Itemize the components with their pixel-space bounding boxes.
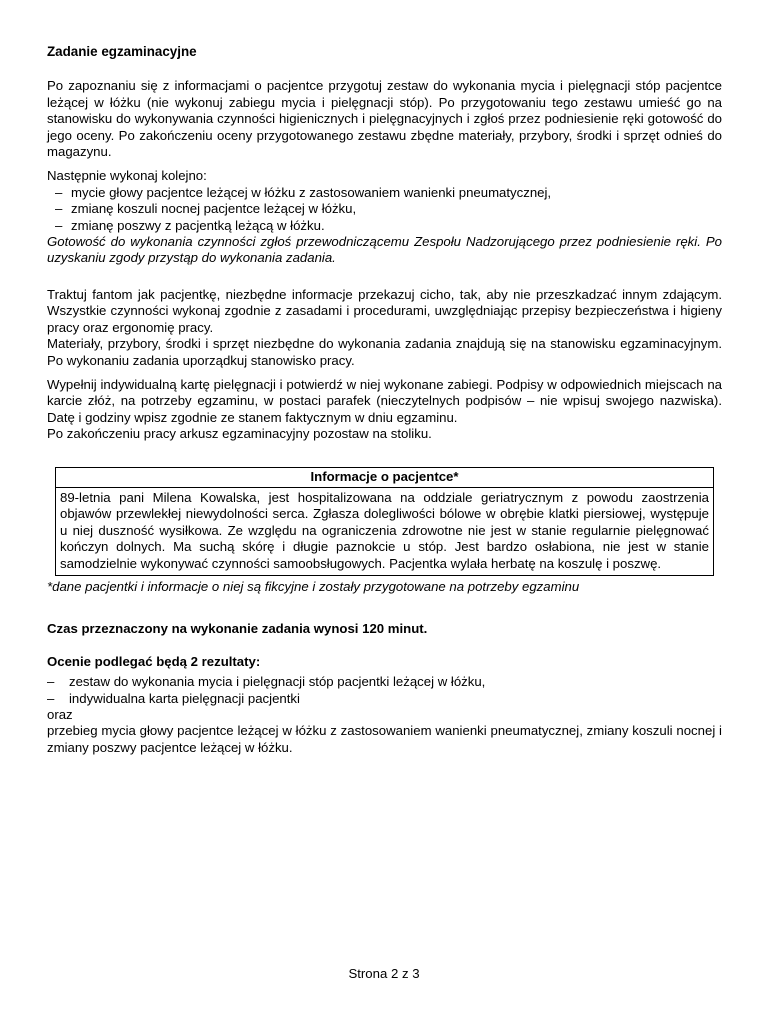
- patient-info-box: [55, 467, 714, 576]
- card-paragraph: Wypełnij indywidualną kartę pielęgnacji i potwierdź w niej wykonane zabiegi. Podpisy w odpowiednich miejscach na karcie złóż, na potrzeby egzaminu, w postaci parafek (nieczytelnych podpisów – nie wpisuj swojego nazwiska). Datę i godziny wpisz zgodnie ze stanem faktycznym w dniu egzaminu.: [47, 376, 722, 425]
- dash-bullet: –: [55, 201, 63, 217]
- page-number: Strona 2 z 3: [348, 966, 420, 981]
- materials-paragraph: Materiały, przybory, środki i sprzęt niezbędne do wykonania zadania znajdują się na stanowisku egzaminacyjnym. Po wykonaniu zadania uporządkuj stanowisko pracy.: [47, 336, 722, 368]
- process-paragraph: przebieg mycia głowy pacjentce leżącej w łóżku z zastosowaniem wanienki pneumatycznej, zmiany koszuli nocnej i zmiany poszwy pacjentce leżącej w łóżku.: [47, 723, 722, 755]
- dash-bullet: –: [55, 184, 63, 200]
- task-text: mycie głowy pacjentce leżącej w łóżku z zastosowaniem wanienki pneumatycznej,: [71, 184, 552, 200]
- list-item: [47, 201, 722, 217]
- dash-bullet: –: [47, 674, 55, 690]
- document-page: [47, 44, 722, 756]
- list-item: [47, 674, 722, 690]
- results-heading: Ocenie podlegać będą 2 rezultaty:: [47, 653, 261, 669]
- doc-title: Zadanie egzaminacyjne: [47, 44, 197, 59]
- list-item: [47, 218, 722, 234]
- patient-info-body: 89-letnia pani Milena Kowalska, jest hospitalizowana na oddziale geriatrycznym z powodu zaostrzenia objawów przewlekłej niewydolności serca. Zgłasza dolegliwości bólowe w obrębie klatki piersiowej, występuje u niej duszność wysiłkowa. Ze względu na ograniczenia zdrowotne nie jest w stanie regularnie pielęgnować kończyn dolnych. Ma suchą skórę i długie paznokcie u stóp. Jest bardzo osłabiona, nie jest w stanie samodzielnie wykonywać czynności samoobsługowych. Pacjentka wylała herbatę na koszulę i poszwę.: [60, 489, 709, 571]
- readiness-note: Gotowość do wykonania czynności zgłoś przewodniczącemu Zespołu Nadzorującego przez podniesienie ręki. Po uzyskaniu zgody przystąp do wykonania zadania.: [47, 234, 722, 266]
- time-statement: Czas przeznaczony na wykonanie zadania wynosi 120 minut.: [47, 621, 428, 637]
- intro-paragraph: Po zapoznaniu się z informacjami o pacjentce przygotuj zestaw do wykonania mycia i pielęgnacji stóp pacjentce leżącej w łóżku (nie wykonuj zabiegu mycia i pielęgnacji stóp). Po przygotowaniu tego zestawu umieść go na stanowisku do wykonywania czynności higienicznych i pielęgnacyjnych i zgłoś przez podniesienie ręki gotowość do jego oceny. Po zakończeniu oceny przygotowanego zestawu zbędne materiały, przybory, środki i sprzęt odnieś do magazynu.: [47, 78, 722, 160]
- results-list: [47, 674, 722, 707]
- patient-info-heading: Informacje o pacjentce*: [56, 468, 713, 488]
- leave-paragraph: Po zakończeniu pracy arkusz egzaminacyjny pozostaw na stoliku.: [47, 426, 432, 442]
- footnote: *dane pacjentki i informacje o niej są fikcyjne i zostały przygotowane na potrzeby egzaminu: [47, 578, 580, 594]
- list-item: [47, 691, 722, 707]
- phantom-paragraph: Traktuj fantom jak pacjentkę, niezbędne informacje przekazuj cicho, tak, aby nie przeszkadzać innym zdającym. Wszystkie czynności wykonaj zgodnie z zasadami i procedurami, uwzględniając przepisy bezpieczeństwa i higieny pracy oraz ergonomię pracy.: [47, 286, 722, 335]
- result-text: zestaw do wykonania mycia i pielęgnacji stóp pacjentki leżącej w łóżku,: [69, 674, 486, 690]
- task-text: zmianę poszwy z pacjentką leżącą w łóżku.: [71, 217, 325, 233]
- task-text: zmianę koszuli nocnej pacjentce leżącej w łóżku,: [71, 201, 357, 217]
- list-item: [47, 185, 722, 201]
- result-text: indywidualna karta pielęgnacji pacjentki: [69, 690, 300, 706]
- next-heading: Następnie wykonaj kolejno:: [47, 168, 207, 184]
- dash-bullet: –: [47, 690, 55, 706]
- oraz-text: oraz: [47, 707, 73, 722]
- dash-bullet: –: [55, 217, 63, 233]
- task-list: [47, 185, 722, 234]
